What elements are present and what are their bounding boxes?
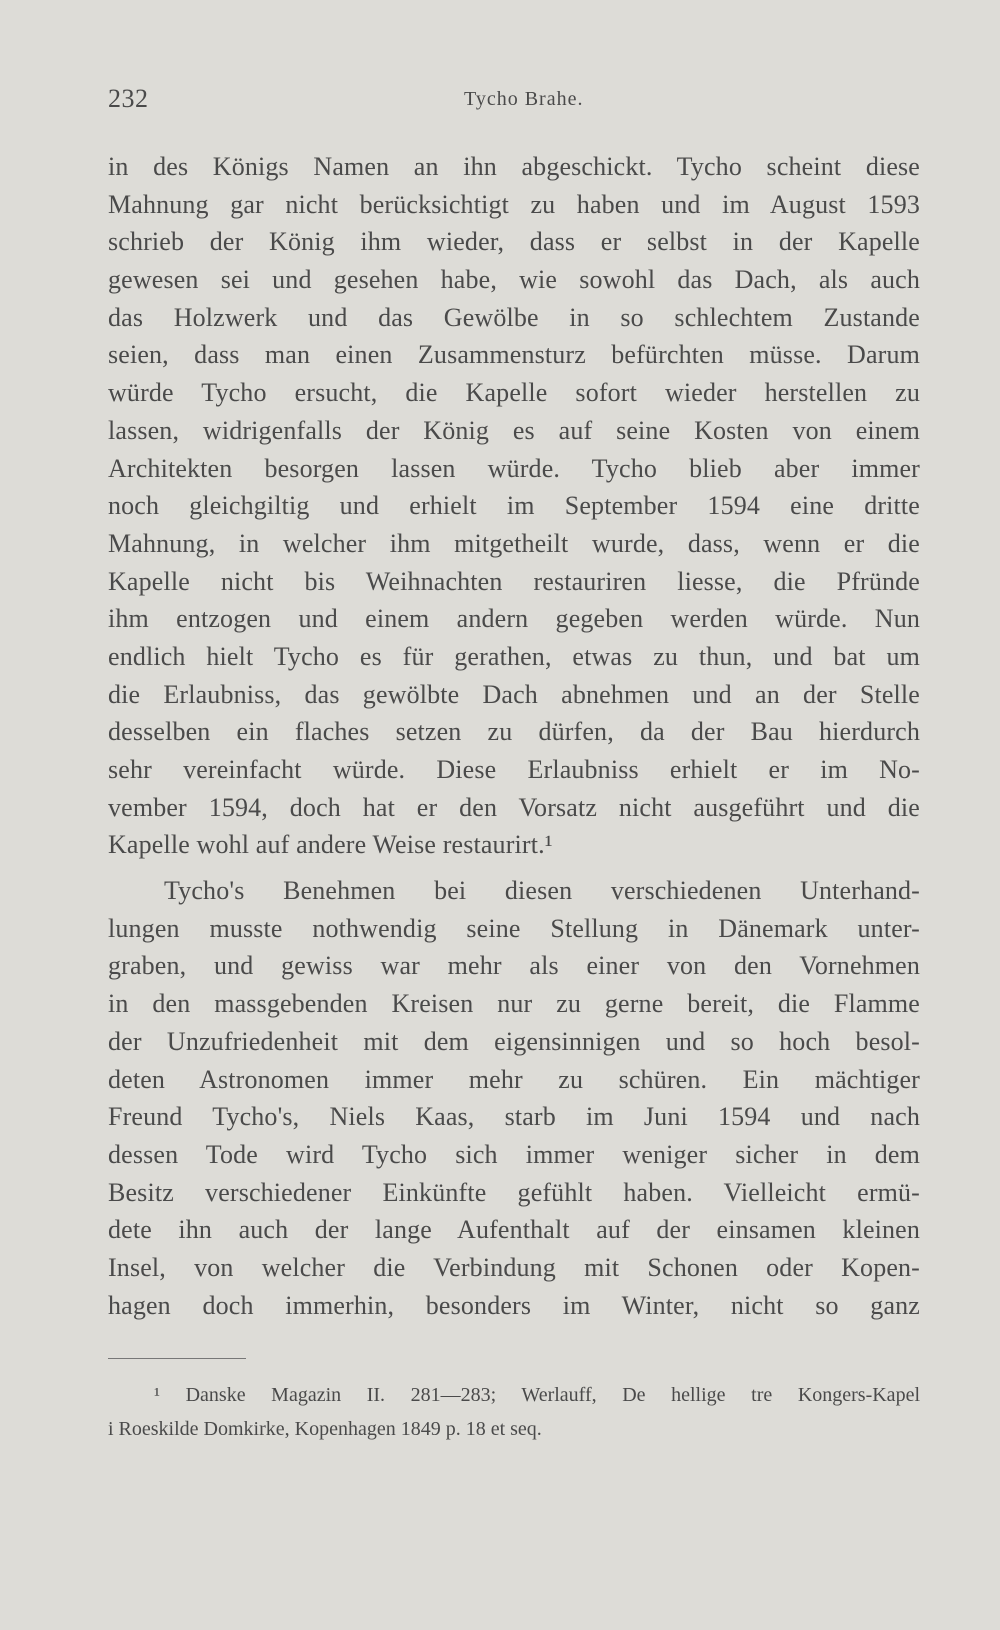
- text-line: hagen doch immerhin, besonders im Winter, nicht so ganz: [108, 1290, 920, 1320]
- text-line: Architekten besorgen lassen würde. Tycho blieb aber immer: [108, 453, 920, 483]
- text-line: die Erlaubniss, das gewölbte Dach abnehmen und an der Stelle: [108, 679, 920, 709]
- paragraph-1: [108, 148, 920, 864]
- text-line: deten Astronomen immer mehr zu schüren. Ein mächtiger: [108, 1064, 920, 1094]
- text-line: Mahnung gar nicht berücksichtigt zu haben und im August 1593: [108, 189, 920, 219]
- text-line: würde Tycho ersucht, die Kapelle sofort wieder herstellen zu: [108, 378, 920, 408]
- text-line: endlich hielt Tycho es für gerathen, etwas zu thun, und bat um: [108, 641, 920, 671]
- text-line: desselben ein flaches setzen zu dürfen, da der Bau hierdurch: [108, 717, 920, 747]
- text-line: der Unzufriedenheit mit dem eigensinnigen und so hoch besol-: [108, 1026, 920, 1056]
- text-line: sehr vereinfacht würde. Diese Erlaubniss erhielt er im No-: [108, 755, 920, 784]
- text-line: dete ihn auch der lange Aufenthalt auf der einsamen kleinen: [108, 1215, 920, 1245]
- running-head: [108, 84, 920, 114]
- footnote-line: ¹ Danske Magazin II. 281—283; Werlauff, De hellige tre Kongers-Kapel: [154, 1384, 920, 1406]
- footnote-rule: [108, 1358, 246, 1359]
- text-line: gewesen sei und gesehen habe, wie sowohl das Dach, als auch: [108, 265, 920, 295]
- text-line: in den massgebenden Kreisen nur zu gerne bereit, die Flamme: [108, 989, 920, 1019]
- text-line: Kapelle nicht bis Weihnachten restauriren liesse, die Pfründe: [108, 566, 920, 596]
- text-line: vember 1594, doch hat er den Vorsatz nicht ausgeführt und die: [108, 792, 920, 822]
- footnotes: [108, 1378, 920, 1446]
- running-title: Tycho Brahe.: [464, 88, 584, 110]
- text-line: in des Königs Namen an ihn abgeschickt. Tycho scheint diese: [108, 152, 920, 181]
- text-line: Kapelle wohl auf andere Weise restaurirt.¹: [108, 830, 553, 860]
- text-line: Besitz verschiedener Einkünfte gefühlt haben. Vielleicht ermü-: [108, 1177, 920, 1207]
- body-text: [108, 148, 920, 1324]
- text-line: ihm entzogen und einem andern gegeben werden würde. Nun: [108, 604, 920, 634]
- text-line: schrieb der König ihm wieder, dass er selbst in der Kapelle: [108, 227, 920, 257]
- text-line: noch gleichgiltig und erhielt im September 1594 eine dritte: [108, 491, 920, 521]
- paragraph-2: [108, 872, 920, 1324]
- text-line: Tycho's Benehmen bei diesen verschiedenen Unterhand-: [164, 876, 920, 906]
- text-line: Freund Tycho's, Niels Kaas, starb im Juni 1594 und nach: [108, 1102, 920, 1132]
- paragraph-gap: [108, 864, 920, 872]
- text-line: Mahnung, in welcher ihm mitgetheilt wurde, dass, wenn er die: [108, 528, 920, 558]
- text-line: Insel, von welcher die Verbindung mit Schonen oder Kopen-: [108, 1252, 920, 1282]
- text-line: dessen Tode wird Tycho sich immer weniger sicher in dem: [108, 1139, 920, 1169]
- text-line: lungen musste nothwendig seine Stellung in Dänemark unter-: [108, 913, 920, 943]
- page-number: 232: [108, 84, 149, 113]
- text-line: lassen, widrigenfalls der König es auf seine Kosten von einem: [108, 415, 920, 445]
- text-line: graben, und gewiss war mehr als einer von den Vornehmen: [108, 951, 920, 981]
- text-line: das Holzwerk und das Gewölbe in so schlechtem Zustande: [108, 302, 920, 332]
- footnote-line: i Roeskilde Domkirke, Kopenhagen 1849 p. 18 et seq.: [108, 1418, 542, 1440]
- text-line: seien, dass man einen Zusammensturz befürchten müsse. Darum: [108, 340, 920, 370]
